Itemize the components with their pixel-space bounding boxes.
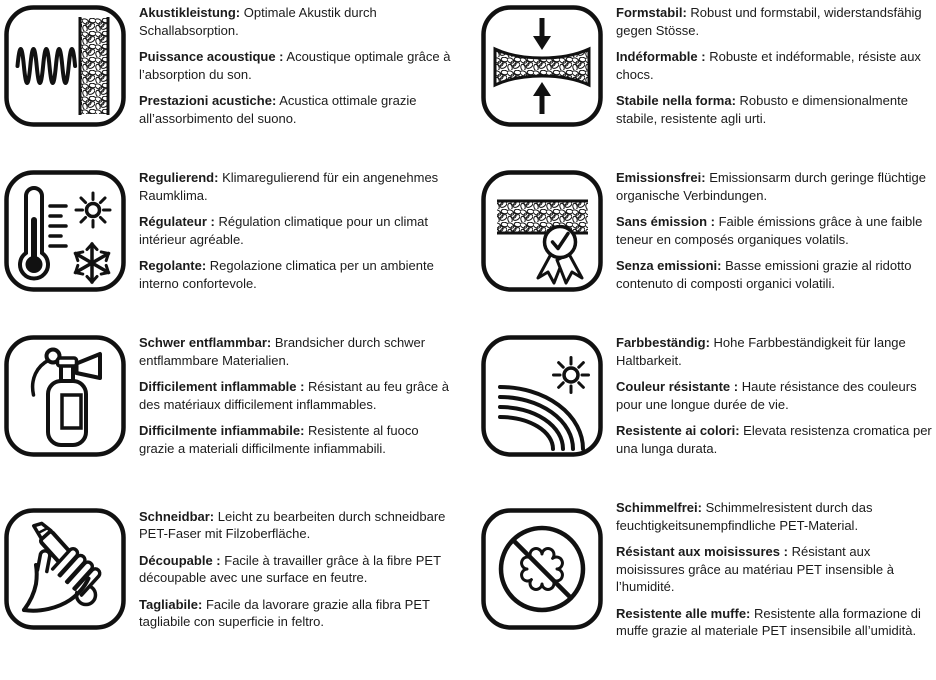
entry-it: Resistente ai colori: Elevata resistenza cromatica per una lunga durata.	[616, 423, 932, 456]
feature-text	[616, 499, 934, 640]
sound-absorption-icon	[4, 5, 126, 127]
feature-text	[139, 169, 457, 292]
entry-fr: Sans émission : Faible émissions grâce à une faible teneur en composés organiques volatils.	[616, 214, 923, 247]
feature-text	[139, 4, 457, 127]
entry-de: Regulierend: Klimaregulierend für ein angenehmes Raumklima.	[139, 170, 439, 203]
feature-flame-retardant	[4, 334, 457, 457]
certified-low-emission-icon	[481, 170, 603, 292]
feature-cuttable	[4, 499, 457, 640]
entry-de: Akustikleistung: Optimale Akustik durch Schallabsorption.	[139, 5, 377, 38]
entry-fr: Couleur résistante : Haute résistance des couleurs pour une longue durée de vie.	[616, 379, 917, 412]
entry-it: Difficilmente infiammabile: Resistente al fuoco grazie a materiali difficilmente infiammabili.	[139, 423, 419, 456]
no-mold-icon	[481, 508, 603, 630]
feature-text	[616, 334, 934, 457]
fire-extinguisher-icon	[4, 335, 126, 457]
entry-it: Senza emissioni: Basse emissioni grazie al ridotto contenuto di composti organici volatili.	[616, 258, 912, 291]
entry-it: Prestazioni acustiche: Acustica ottimale grazie all’assorbimento del suono.	[139, 93, 417, 126]
rainbow-sun-icon	[481, 335, 603, 457]
hand-cutter-icon	[4, 508, 126, 630]
feature-text	[616, 169, 934, 292]
feature-acoustic	[4, 4, 457, 127]
entry-it: Resistente alle muffe: Resistente alla formazione di muffe grazie al materiale PET insensibile all’umidità.	[616, 605, 921, 638]
feature-text	[139, 508, 457, 631]
entry-fr: Puissance acoustique : Acoustique optimale grâce à l’absorption du son.	[139, 49, 451, 82]
feature-mold-free	[481, 499, 934, 640]
thermometer-climate-icon	[4, 170, 126, 292]
entry-de: Emissionsfrei: Emissionsarm durch geringe flüchtige organische Verbindungen.	[616, 170, 926, 203]
entry-fr: Régulateur : Régulation climatique pour un climat intérieur agréable.	[139, 214, 429, 247]
entry-de: Farbbeständig: Hohe Farbbeständigkeit für lange Haltbarkeit.	[616, 335, 906, 368]
entry-fr: Difficilement inflammable : Résistant au feu grâce à des matériaux difficilement inflammables.	[139, 379, 449, 412]
entry-it: Stabile nella forma: Robusto e dimensionalmente stabile, resistente agli urti.	[616, 93, 908, 126]
feature-climate-regulating	[4, 169, 457, 292]
entry-de: Schwer entflammbar: Brandsicher durch schwer entflammbare Materialien.	[139, 335, 426, 368]
entry-fr: Découpable : Facile à travailler grâce à la fibre PET découpable avec une surface en feutre.	[139, 552, 441, 586]
feature-colorfast	[481, 334, 934, 457]
entry-fr: Résistant aux moisissures : Résistant aux moisissures grâce au matériau PET insensible à l’humidité.	[616, 544, 894, 594]
feature-text	[139, 334, 457, 457]
entry-de: Schimmelfrei: Schimmelresistent durch das feuchtigkeitsunempfindliche PET-Material.	[616, 500, 873, 533]
entry-de: Schneidbar: Leicht zu bearbeiten durch schneidbare PET-Faser mit Filzoberfläche.	[139, 508, 446, 542]
feature-form-stability	[481, 4, 934, 127]
feature-text	[616, 4, 934, 127]
compression-arrows-icon	[481, 5, 603, 127]
entry-fr: Indéformable : Robuste et indéformable, résiste aux chocs.	[616, 49, 921, 82]
entry-it: Regolante: Regolazione climatica per un ambiente interno confortevole.	[139, 258, 434, 291]
entry-it: Tagliabile: Facile da lavorare grazie alla fibra PET tagliabile con superficie in feltro.	[139, 596, 430, 630]
feature-emission-free	[481, 169, 934, 292]
entry-de: Formstabil: Robust und formstabil, widerstandsfähig gegen Stösse.	[616, 5, 922, 38]
